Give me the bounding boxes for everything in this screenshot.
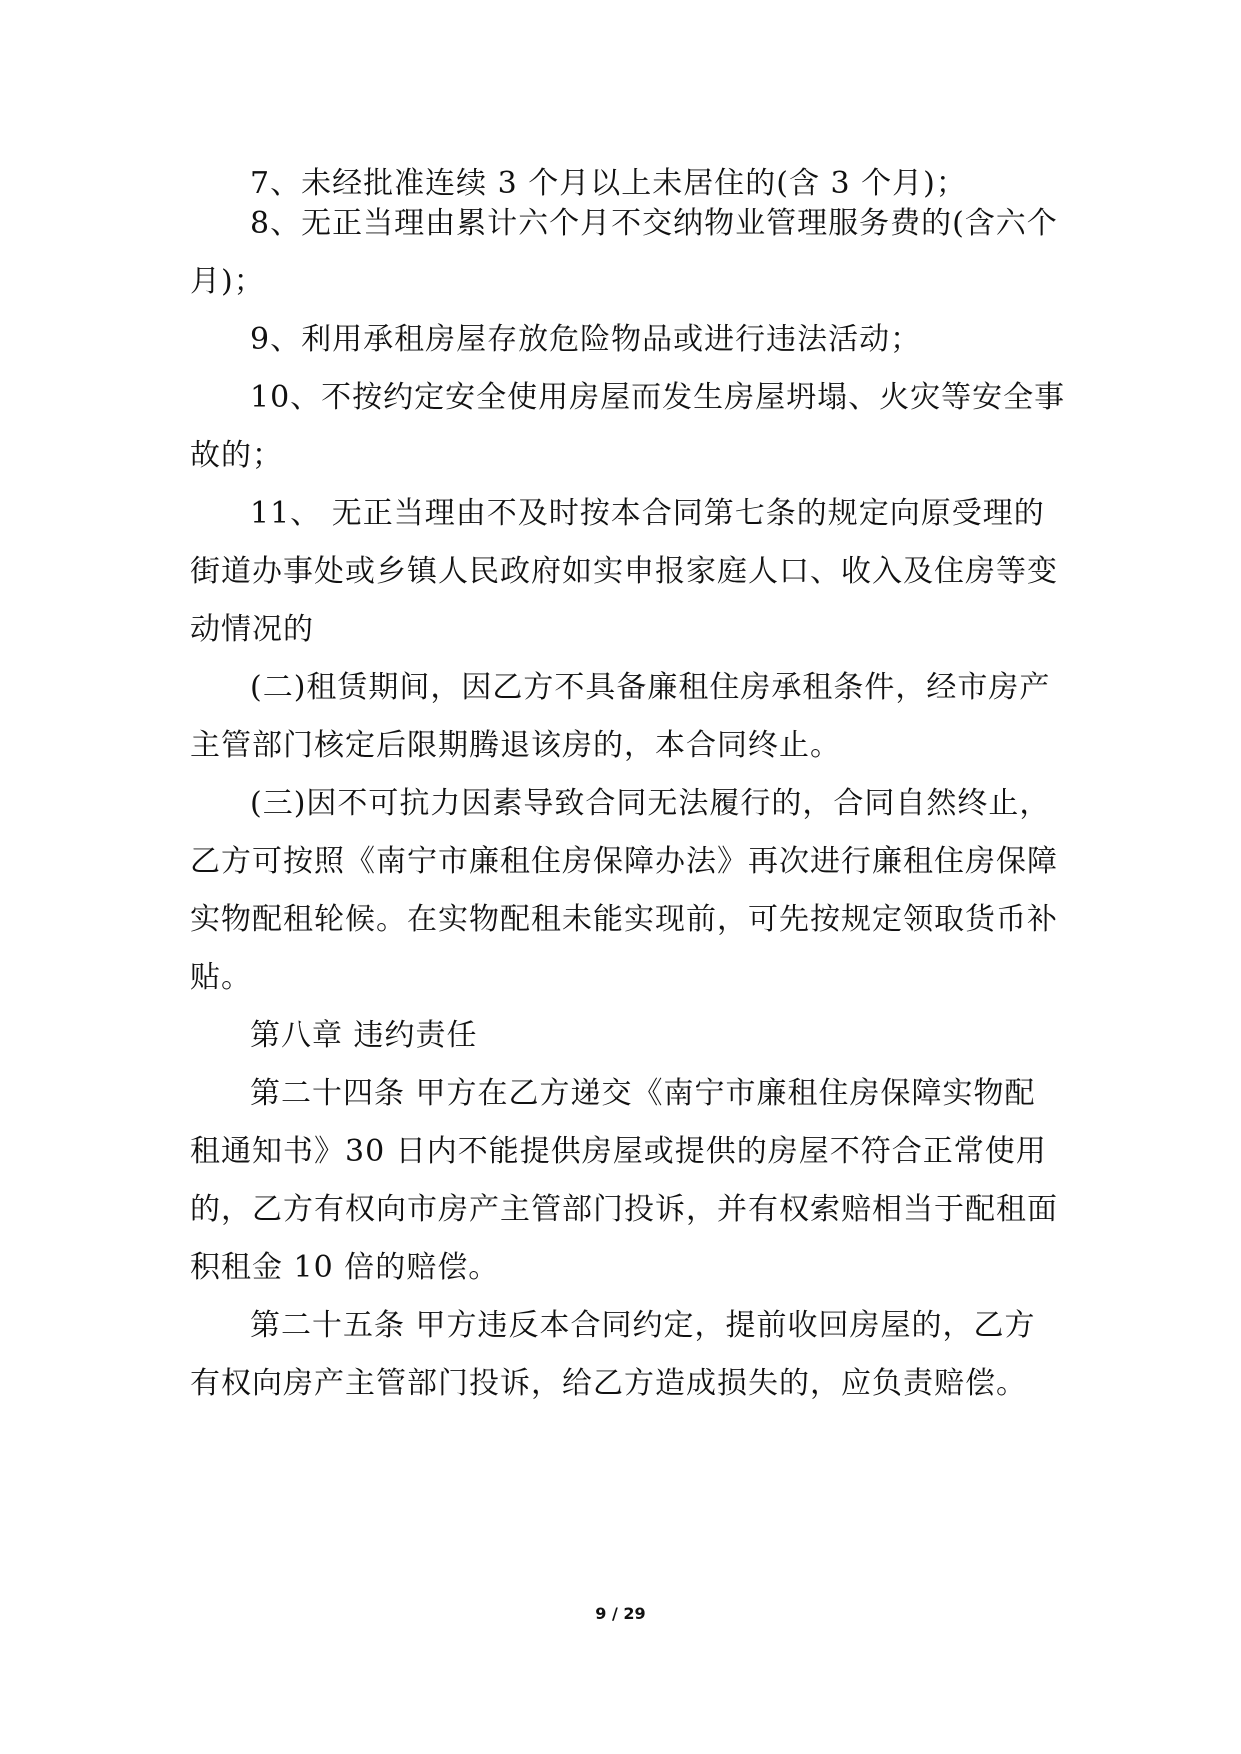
list-item-10-cont: 故的； [190,438,283,473]
list-item-11: 11、 无正当理由不及时按本合同第七条的规定向原受理的 [250,496,1045,531]
clause-3-cont-3: 贴。 [190,960,252,995]
page-number: 9 / 29 [595,1604,646,1623]
list-item-11-cont-2: 动情况的 [190,612,314,647]
article-24: 第二十四条 甲方在乙方递交《南宁市廉租住房保障实物配 [250,1076,1036,1111]
clause-3-cont-1: 乙方可按照《南宁市廉租住房保障办法》再次进行廉租住房保障 [190,844,1058,879]
list-item-11-cont-1: 街道办事处或乡镇人民政府如实申报家庭人口、收入及住房等变 [190,554,1058,589]
article-24-cont-2: 的，乙方有权向市房产主管部门投诉，并有权索赔相当于配租面 [190,1192,1058,1227]
chapter-heading: 第八章 违约责任 [250,1018,478,1053]
article-25: 第二十五条 甲方违反本合同约定，提前收回房屋的，乙方 [250,1308,1036,1343]
article-25-cont: 有权向房产主管部门投诉，给乙方造成损失的，应负责赔偿。 [190,1366,1027,1401]
list-item-8-cont: 月)； [190,264,265,299]
list-item-9: 9、利用承租房屋存放危险物品或进行违法活动； [250,322,922,357]
clause-2-cont: 主管部门核定后限期腾退该房的，本合同终止。 [190,728,841,763]
clause-3: (三)因不可抗力因素导致合同无法履行的，合同自然终止， [250,786,1051,821]
clause-3-cont-2: 实物配租轮候。在实物配租未能实现前，可先按规定领取货币补 [190,902,1058,937]
list-item-10: 10、不按约定安全使用房屋而发生房屋坍塌、火灾等安全事 [250,380,1066,415]
article-24-cont-3: 积租金 10 倍的赔偿。 [190,1250,500,1285]
article-24-cont-1: 租通知书》30 日内不能提供房屋或提供的房屋不符合正常使用 [190,1134,1047,1169]
clause-2: (二)租赁期间，因乙方不具备廉租住房承租条件，经市房产 [250,670,1051,705]
list-item-7: 7、未经批准连续 3 个月以上未居住的(含 3 个月)； [250,166,967,201]
list-item-8: 8、无正当理由累计六个月不交纳物业管理服务费的(含六个 [250,206,1058,241]
